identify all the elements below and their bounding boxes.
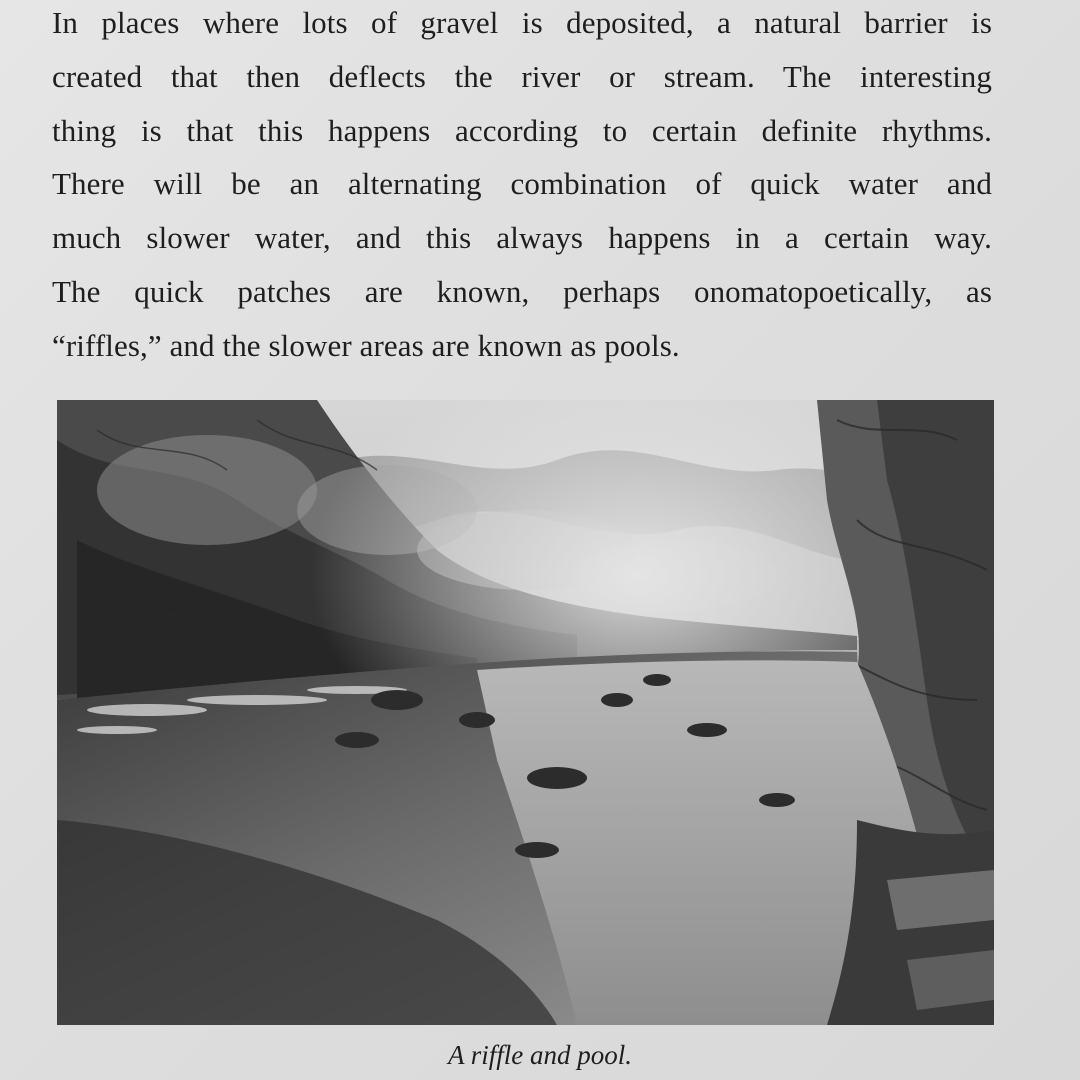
- body-paragraph: [52, 0, 992, 373]
- paragraph-line: created that then deflects the river or stream. The interesting: [52, 58, 992, 94]
- paragraph-line: The quick patches are known, perhaps onomatopoetically, as: [52, 273, 992, 309]
- paragraph-line: much slower water, and this always happens in a certain way.: [52, 220, 992, 256]
- figure-caption: A riffle and pool.: [447, 1040, 632, 1070]
- paragraph-line: In places where lots of gravel is deposited, a natural barrier is: [52, 5, 992, 40]
- river-photo-figure: [57, 400, 994, 1025]
- river-photo: [57, 400, 994, 1025]
- paragraph-line: thing is that this happens according to certain definite rhythms.: [52, 112, 992, 148]
- paragraph-line: There will be an alternating combination of quick water and: [52, 166, 992, 202]
- paragraph-line: “riffles,” and the slower areas are known as pools.: [52, 327, 680, 363]
